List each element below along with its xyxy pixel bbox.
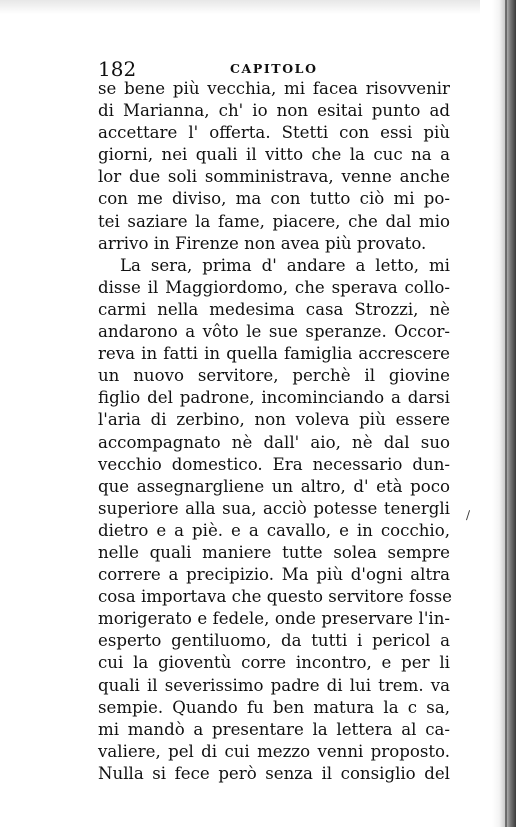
text-line: que assegnargliene un altro, d' età poco (98, 476, 450, 496)
text-line: superiore alla sua, acciò potesse tenergli (98, 498, 450, 518)
text-line: con me diviso, ma con tutto ciò mi po- (98, 189, 450, 209)
page-top-shadow (0, 0, 480, 14)
text-line: dietro e a piè. e a cavallo, e in cocchio, (98, 520, 450, 540)
text-line: tei saziare la fame, piacere, che dal mio (98, 211, 450, 231)
text-line: La sera, prima d' andare a letto, mi (120, 255, 450, 275)
text-line: mi mandò a presentare la lettera al ca- (98, 719, 450, 739)
text-line: carmi nella medesima casa Strozzi, nè (98, 299, 450, 319)
text-line: giorni, nei quali il vitto che la cuc na a (98, 145, 450, 165)
text-line: reva in fatti in quella famiglia accrescere (98, 344, 450, 364)
chapter-title: CAPITOLO (230, 61, 318, 76)
text-line: esperto gentiluomo, da tutti i pericol a (98, 631, 450, 651)
book-spine-shadow (492, 0, 516, 827)
text-line: figlio del padrone, incominciando a darsi (98, 388, 450, 408)
text-line: Nulla si fece però senza il consiglio del (98, 763, 450, 783)
margin-pencil-mark: ∕ (466, 508, 471, 522)
text-line: sempie. Quando fu ben matura la c sa, (98, 697, 450, 717)
spine-edge-line (505, 0, 507, 827)
text-line: lor due soli somministrava, venne anche (98, 167, 450, 187)
body-text (98, 78, 450, 785)
text-line: accettare l' offerta. Stetti con essi più (98, 123, 450, 143)
text-line: morigerato e fedele, onde preservare l'in- (98, 609, 450, 629)
text-line: quali il severissimo padre di lui trem. va (98, 675, 450, 695)
text-line: l'aria di zerbino, non voleva più essere (98, 410, 450, 430)
text-line: cosa importava che questo servitore fosse (98, 587, 452, 607)
text-line: se bene più vecchia, mi facea risovvenir (98, 79, 450, 98)
text-line: disse il Maggiordomo, che sperava collo- (98, 277, 450, 297)
text-line: andarono a vôto le sue speranze. Occor- (98, 322, 450, 342)
text-line: correre a precipizio. Ma più d'ogni altra (98, 565, 450, 585)
text-line: di Marianna, ch' io non esitai punto ad (98, 101, 450, 121)
text-line: accompagnato nè dall' aio, nè dal suo (98, 432, 450, 452)
text-line: valiere, pel di cui mezzo venni proposto. (98, 741, 450, 761)
text-line: arrivo in Firenze non avea più provato. (98, 233, 427, 253)
page-number: 182 (98, 57, 137, 81)
text-line: cui la gioventù corre incontro, e per li (98, 653, 450, 673)
text-line: nelle quali maniere tutte solea sempre (98, 542, 450, 562)
text-line: vecchio domestico. Era necessario dun- (98, 454, 450, 474)
text-line: un nuovo servitore, perchè il giovine (98, 366, 450, 386)
